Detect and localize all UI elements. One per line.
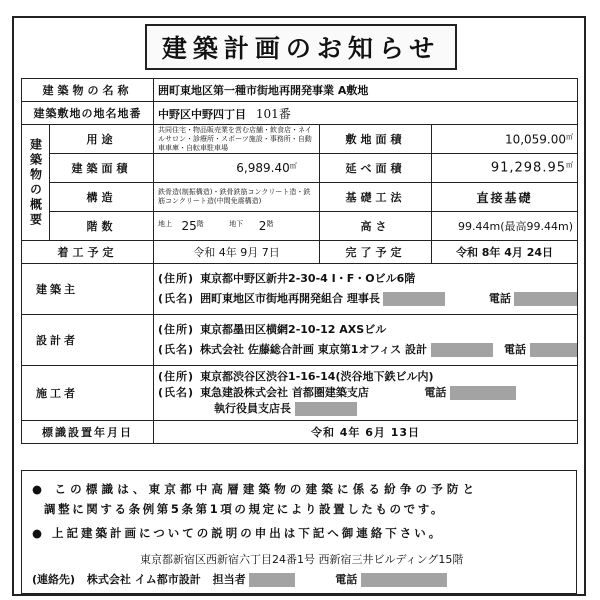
- row-name: [22, 79, 578, 102]
- owner-address: 東京都中野区新井2-30-4 I・F・Oビル6階: [200, 272, 416, 285]
- designer-name-label: (氏名): [158, 343, 195, 356]
- sign-date-label: 標識設置年月日: [22, 421, 154, 444]
- designer-name-line: [158, 340, 573, 360]
- floors-above-label: 地上: [158, 219, 172, 228]
- designer-address-label: (住所): [158, 323, 195, 336]
- floors-below-label: 地下: [229, 219, 244, 228]
- owner-address-label: (住所): [158, 272, 195, 285]
- floors-above: 25: [181, 219, 197, 234]
- note-1-line-1: ● この標識は、東京都中高層建築物の建築に係る紛争の予防と: [32, 482, 479, 496]
- site-area-label: 敷地面積: [320, 125, 432, 154]
- floors-above-unit: 階: [196, 219, 204, 228]
- site-value-a: 中野区中野四丁目: [158, 107, 246, 121]
- builder-label: 施工者: [22, 366, 154, 421]
- builder-name-2: 執行役員支店長: [214, 402, 291, 415]
- floors-label: 階数: [50, 212, 154, 241]
- row-site: [22, 102, 578, 125]
- row-area: [22, 154, 578, 183]
- row-structure: [22, 183, 578, 212]
- designer-tel-label: 電話: [504, 343, 526, 356]
- owner-name-redaction: [383, 292, 445, 306]
- builder-details: [154, 366, 578, 421]
- sign-date-value: 令和 4年 6月 13日: [154, 421, 578, 444]
- contact-label: (連絡先): [32, 573, 76, 586]
- foundation-value: 直接基礎: [432, 183, 578, 212]
- designer-label: 設計者: [22, 315, 154, 366]
- owner-name: 囲町東地区市街地再開発組合 理事長: [200, 292, 380, 305]
- site-value-b: 101番: [255, 106, 291, 121]
- plan-table: [21, 78, 578, 444]
- site-value: [154, 102, 578, 125]
- overview-label: [22, 125, 50, 241]
- note-2: ● 上記建築計画についての説明の申出は下記へ御連絡下さい。: [32, 526, 444, 540]
- builder-name-line-2: [158, 401, 573, 417]
- building-area-unit: ㎡: [289, 161, 297, 170]
- owner-details: [154, 264, 578, 315]
- contact-tel-label: 電話: [335, 573, 358, 586]
- contact-person-redaction: [249, 573, 295, 587]
- floors-value: [154, 212, 320, 241]
- start-value: 令和 4年 9月 7日: [154, 241, 320, 264]
- notice-board: [12, 16, 586, 596]
- builder-name-label: (氏名): [158, 386, 195, 399]
- row-designer: [22, 315, 578, 366]
- floor-area-label: 延べ面積: [320, 154, 432, 183]
- owner-name-line: [158, 289, 573, 309]
- overview-label-text: 建築物の概要: [28, 137, 43, 228]
- note-1-line-2: 調整に関する条例第5条第1項の規定により設置したものです。: [44, 502, 445, 516]
- row-use: [22, 125, 578, 154]
- use-value: 共同住宅・物品販売業を営む店舗・飲食店・ネイルサロン・診療所・スポーツ施設・事務所・自動車車庫・自転車駐車場: [154, 125, 320, 154]
- use-label: 用途: [50, 125, 154, 154]
- name-label: 建築物の名称: [22, 79, 154, 102]
- owner-tel-label: 電話: [488, 292, 511, 305]
- contact-company: 株式会社 イム都市設計: [86, 573, 201, 586]
- builder-address-label: (住所): [158, 370, 195, 383]
- sign-title: 建築計画のお知らせ: [145, 24, 457, 70]
- designer-tel-redaction: [530, 343, 578, 357]
- owner-address-line: [158, 269, 573, 289]
- builder-name-1: 東急建設株式会社 首都圏建築支店: [200, 386, 369, 399]
- builder-address-line: [158, 369, 573, 385]
- row-builder: [22, 366, 578, 421]
- site-area-value: [432, 125, 578, 154]
- site-area-number: 10,059.00: [504, 132, 567, 147]
- foundation-label: 基礎工法: [320, 183, 432, 212]
- builder-address: 東京都渋谷区渋谷1-16-14(渋谷地下鉄ビル内): [200, 370, 434, 383]
- contact-tel-redaction: [361, 573, 447, 587]
- structure-label: 構造: [50, 183, 154, 212]
- owner-name-label: (氏名): [158, 292, 195, 305]
- row-schedule: [22, 241, 578, 264]
- finish-label: 完了予定: [320, 241, 432, 264]
- height-value: 99.44m(最高99.44m): [432, 212, 578, 241]
- designer-address-line: [158, 320, 573, 340]
- site-label: 建築敷地の地名地番: [22, 102, 154, 125]
- builder-tel-redaction: [450, 386, 516, 400]
- designer-name: 株式会社 佐藤総合計画 東京第1オフィス 設計: [200, 343, 427, 356]
- site-area-unit: ㎡: [566, 132, 574, 141]
- building-area-number: 6,989.40: [236, 161, 290, 176]
- floors-below: 2: [258, 219, 267, 234]
- owner-tel-redaction: [514, 292, 577, 306]
- floor-area-number: 91,298.95: [490, 160, 567, 176]
- building-area-label: 建築面積: [50, 154, 154, 183]
- contact-line: [32, 571, 447, 587]
- floor-area-value: [432, 154, 578, 183]
- row-owner: [22, 264, 578, 315]
- floor-area-unit: ㎡: [566, 161, 574, 170]
- row-floors: [22, 212, 578, 241]
- designer-name-redaction: [431, 343, 493, 357]
- name-value: 囲町東地区第一種市街地再開発事業 A敷地: [154, 79, 578, 102]
- builder-name-line: [158, 385, 573, 401]
- designer-address: 東京都墨田区横網2-10-12 AXSビル: [200, 323, 387, 336]
- contact-address: 東京都新宿区西新宿六丁目24番1号 西新宿三井ビルディング15階: [140, 553, 464, 566]
- designer-details: [154, 315, 578, 366]
- owner-label: 建築主: [22, 264, 154, 315]
- contact-person-label: 担当者: [212, 573, 246, 586]
- notes-panel: [21, 470, 577, 594]
- floors-below-unit: 階: [266, 219, 274, 228]
- height-label: 高さ: [320, 212, 432, 241]
- builder-name-redaction: [295, 402, 357, 416]
- building-area-value: [154, 154, 320, 183]
- builder-tel-label: 電話: [424, 386, 447, 399]
- row-sign-date: [22, 421, 578, 444]
- start-label: 着工予定: [22, 241, 154, 264]
- structure-value: 鉄骨造(制振構造)・鉄骨鉄筋コンクリート造・鉄筋コンクリート造(中間免震構造): [154, 183, 320, 212]
- finish-value: 令和 8年 4月 24日: [432, 241, 578, 264]
